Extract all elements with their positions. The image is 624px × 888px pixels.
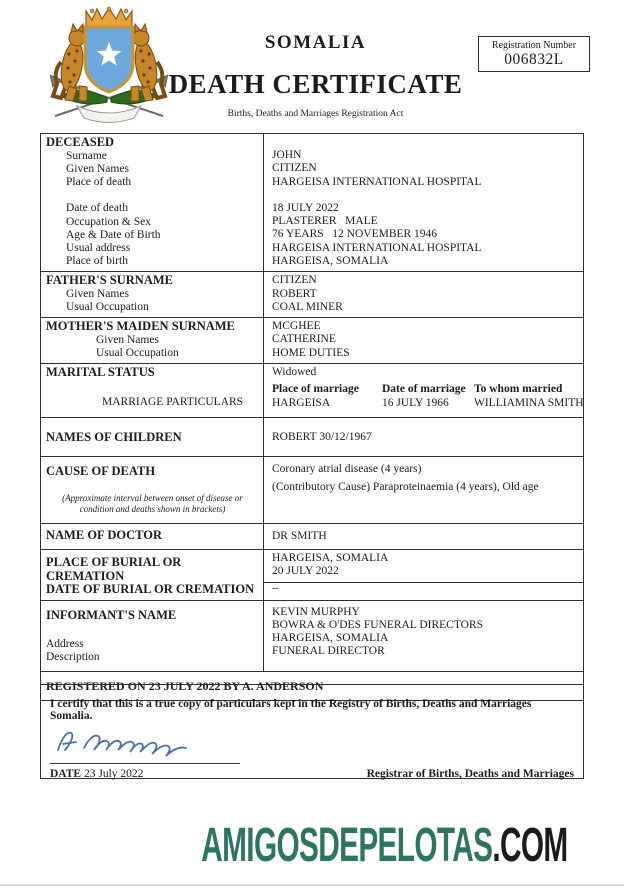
burial-row bbox=[41, 549, 583, 600]
certification-date: 23 July 2022 bbox=[83, 768, 144, 780]
field-label: Place of death bbox=[66, 175, 132, 188]
marital-title: MARITAL STATUS bbox=[46, 365, 155, 380]
field-value: 18 JULY 2022 bbox=[272, 201, 339, 214]
children-value: ROBERT 30/12/1967 bbox=[272, 431, 372, 444]
informant-title: INFORMANT'S NAME bbox=[46, 607, 177, 622]
field-label: Given Names bbox=[66, 162, 129, 175]
deceased-row bbox=[41, 134, 583, 271]
doctor-value: DR SMITH bbox=[272, 530, 327, 543]
date-label: DATE bbox=[50, 768, 82, 780]
mother-title: MOTHER'S MAIDEN SURNAME bbox=[46, 319, 235, 334]
cause-note: (Approximate interval between onset of disease or condition and deaths shown in brackets) bbox=[62, 492, 243, 514]
father-row bbox=[41, 271, 583, 317]
field-value: CATHERINE bbox=[272, 333, 336, 346]
registrar-title: Registrar of Births, Deaths and Marriages bbox=[366, 768, 574, 780]
field-label: Usual Occupation bbox=[96, 346, 179, 359]
certification-box bbox=[40, 684, 584, 779]
doctor-row bbox=[41, 523, 583, 549]
field-label: Date of death bbox=[66, 202, 128, 215]
marital-status-row bbox=[41, 363, 583, 417]
father-title: FATHER'S SURNAME bbox=[46, 273, 173, 288]
burial-extra-value: -- bbox=[272, 582, 279, 594]
country-title: SOMALIA bbox=[264, 32, 367, 53]
burial-place-title: PLACE OF BURIAL OR CREMATION bbox=[46, 555, 182, 583]
site-watermark bbox=[201, 818, 567, 873]
field-value: HOME DUTIES bbox=[272, 346, 350, 359]
cause-of-death-row bbox=[41, 456, 583, 523]
registered-text: REGISTERED ON 23 JULY 2022 BY A. ANDERSON bbox=[46, 678, 324, 693]
field-label: Place of birth bbox=[66, 255, 128, 268]
field-value: 76 YEARS 12 NOVEMBER 1946 bbox=[272, 228, 438, 241]
deceased-title: DECEASED bbox=[46, 135, 115, 149]
handwritten-signature-icon bbox=[50, 724, 230, 758]
field-label: Age & Date of Birth bbox=[66, 228, 161, 241]
marriage-col-value: WILLIAMINA SMITH bbox=[474, 396, 584, 409]
marriage-col-header: Date of marriage bbox=[382, 383, 466, 396]
field-value: HARGEISA, SOMALIA bbox=[272, 254, 389, 267]
informant-name: KEVIN MURPHY bbox=[272, 605, 360, 618]
field-label: Given Names bbox=[96, 333, 159, 346]
children-title: NAMES OF CHILDREN bbox=[46, 430, 182, 445]
field-label: Occupation & Sex bbox=[66, 215, 151, 228]
signature-area bbox=[50, 724, 240, 764]
informant-description-label: Description bbox=[46, 651, 100, 664]
field-value: JOHN bbox=[272, 149, 302, 162]
act-subtitle: Births, Deaths and Marriages Registration Act bbox=[227, 109, 404, 119]
field-value: HARGEISA INTERNATIONAL HOSPITAL bbox=[272, 241, 482, 254]
certification-statement: I certify that this is a true copy of particulars kept in the Registry of Births, Deaths and Marriages Somalia. bbox=[50, 698, 532, 722]
marriage-col-header: To whom married bbox=[474, 383, 563, 396]
field-value: CITIZEN bbox=[272, 162, 317, 175]
cause-line: Coronary atrial disease (4 years) bbox=[272, 463, 422, 476]
field-label: Usual Occupation bbox=[66, 301, 149, 314]
somalia-coat-of-arms-icon bbox=[38, 6, 180, 128]
father-surname: CITIZEN bbox=[272, 274, 317, 287]
field-value: HARGEISA INTERNATIONAL HOSPITAL bbox=[272, 175, 482, 188]
marital-status-value: Widowed bbox=[272, 366, 317, 379]
mother-surname: MCGHEE bbox=[272, 320, 321, 333]
children-row bbox=[41, 417, 583, 456]
cause-title: CAUSE OF DEATH bbox=[46, 464, 156, 479]
marriage-col-value: HARGEISA bbox=[272, 396, 331, 409]
field-label: Usual address bbox=[66, 241, 131, 254]
field-value: ROBERT bbox=[272, 287, 317, 300]
field-label: Surname bbox=[66, 149, 107, 162]
informant-organisation: BOWRA & O'DES FUNERAL DIRECTORS bbox=[272, 618, 484, 631]
field-value: COAL MINER bbox=[272, 300, 343, 313]
registration-number-value: 006832L bbox=[504, 51, 564, 68]
doctor-title: NAME OF DOCTOR bbox=[46, 528, 162, 543]
brand-name: AMIGOSDEPELOTAS bbox=[201, 819, 493, 872]
registration-number-box bbox=[478, 36, 590, 72]
field-value: PLASTERER MALE bbox=[272, 215, 378, 228]
informant-row bbox=[41, 600, 583, 671]
marriage-particulars-label: MARRIAGE PARTICULARS bbox=[102, 395, 244, 408]
burial-date-title: DATE OF BURIAL OR CREMATION bbox=[46, 582, 255, 597]
certificate-title: DEATH CERTIFICATE bbox=[168, 69, 463, 99]
marriage-col-header: Place of marriage bbox=[272, 383, 359, 396]
cause-line: (Contributory Cause) Paraproteinaemia (4 years), Old age bbox=[272, 481, 539, 494]
header bbox=[168, 32, 463, 119]
mother-row bbox=[41, 317, 583, 363]
informant-address-label: Address bbox=[46, 638, 84, 651]
field-label: Given Names bbox=[66, 287, 129, 300]
bottom-divider bbox=[0, 884, 624, 886]
informant-description: FUNERAL DIRECTOR bbox=[272, 645, 385, 658]
brand-suffix: .COM bbox=[492, 819, 568, 872]
registration-number-label: Registration Number bbox=[491, 40, 577, 51]
burial-date-value: 20 JULY 2022 bbox=[272, 565, 339, 578]
marriage-col-value: 16 JULY 1966 bbox=[382, 396, 449, 409]
informant-address: HARGEISA, SOMALIA bbox=[272, 632, 389, 645]
burial-place-value: HARGEISA, SOMALIA bbox=[272, 552, 389, 565]
certificate-table bbox=[40, 133, 584, 701]
